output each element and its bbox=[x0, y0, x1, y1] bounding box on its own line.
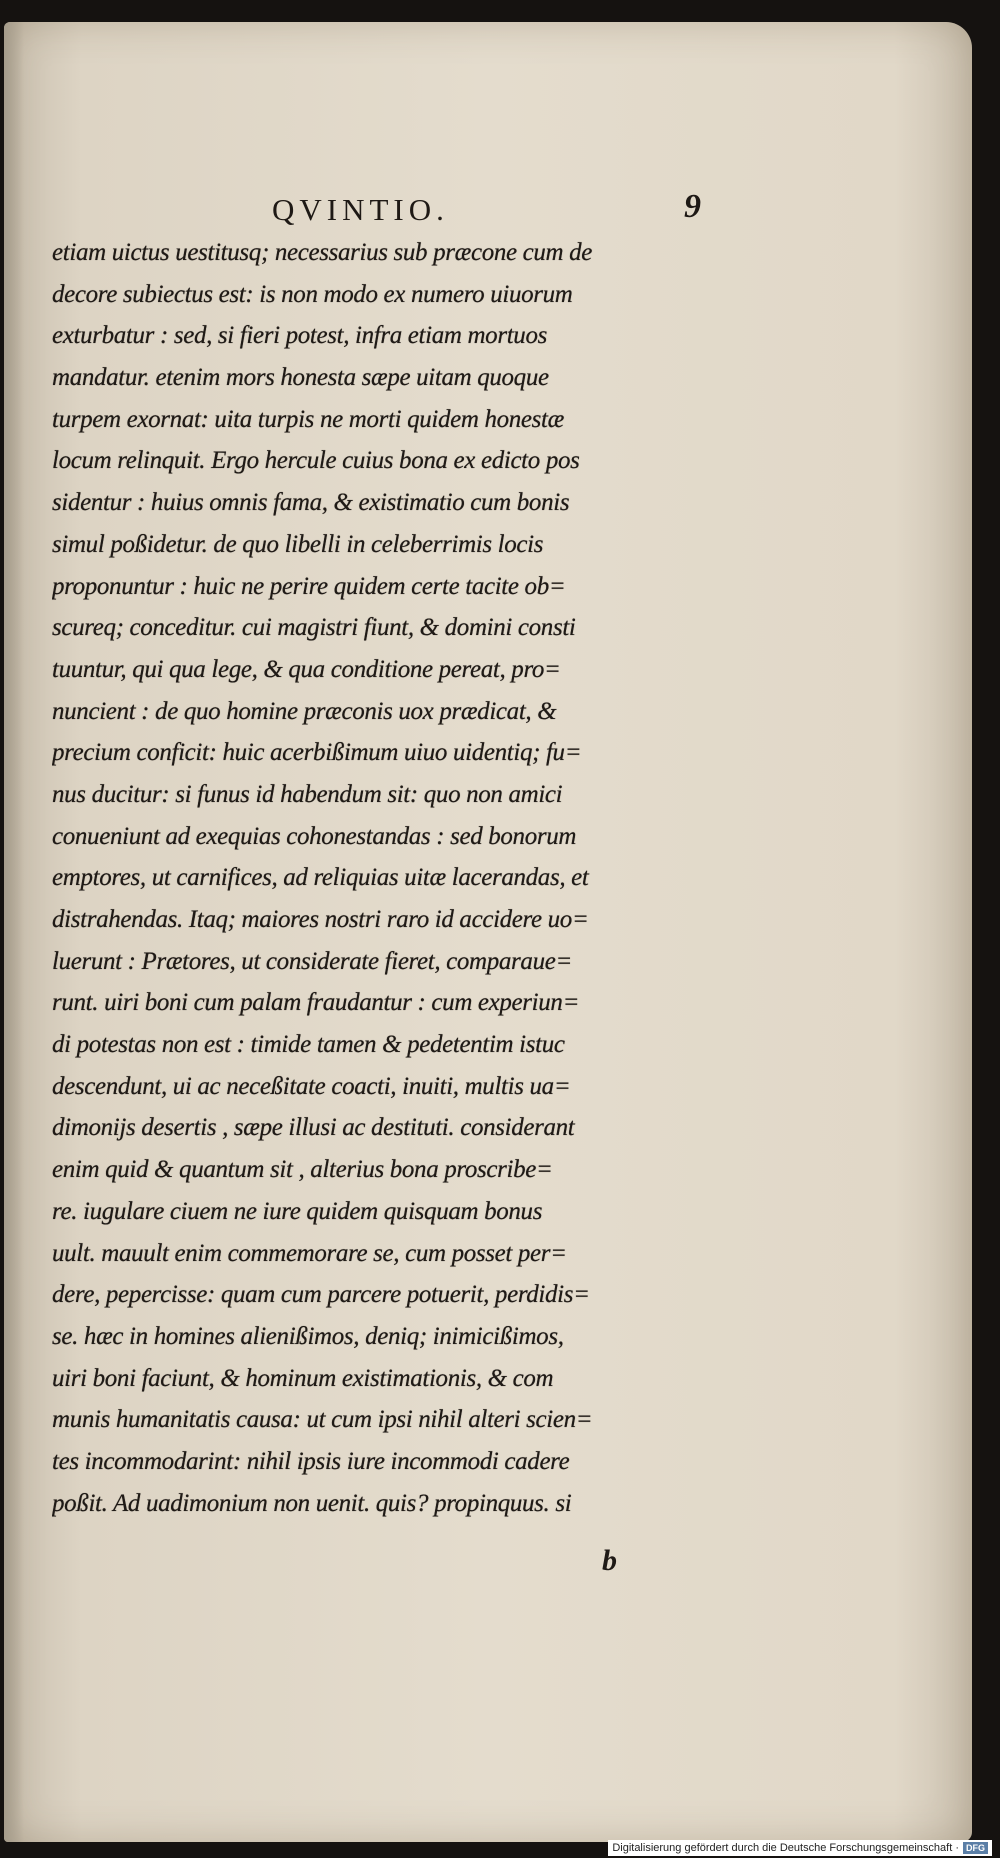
text-line: poßit. Ad uadimonium non uenit. quis? propinquus. si bbox=[52, 1489, 572, 1517]
text-line: distrahendas. Itaq; maiores nostri raro id accidere uo= bbox=[52, 906, 589, 933]
text-line: decore subiectus est: is non modo ex numero uiuorum bbox=[52, 280, 573, 308]
signature-mark: b bbox=[602, 1544, 617, 1577]
text-line: etiam uictus uestitusq; necessarius sub præcone cum de bbox=[52, 239, 593, 266]
book-page bbox=[4, 22, 972, 1842]
page-number: 9 bbox=[684, 188, 701, 225]
text-line: exturbatur : sed, si fieri potest, infra etiam mortuos bbox=[52, 322, 547, 350]
text-line: munis humanitatis causa: ut cum ipsi nihil alteri scien= bbox=[52, 1406, 593, 1434]
text-line: descendunt, ui ac neceßitate coacti, inuiti, multis ua= bbox=[52, 1072, 571, 1100]
text-line: luerunt : Prætores, ut considerate fieret, comparaue= bbox=[52, 947, 573, 975]
text-line: mandatur. etenim mors honesta sæpe uitam quoque bbox=[52, 364, 549, 392]
credit-text: Digitalisierung gefördert durch die Deutsche Forschungsgemeinschaft · bbox=[612, 1842, 959, 1854]
text-line: di potestas non est : timide tamen & pedetentim istuc bbox=[52, 1031, 565, 1059]
text-line: nuncient : de quo homine præconis uox prædicat, & bbox=[52, 697, 557, 725]
text-line: turpem exornat: uita turpis ne morti quidem honestæ bbox=[52, 405, 564, 433]
text-line: scureq; conceditur. cui magistri fiunt, & domini consti bbox=[52, 614, 576, 642]
text-line: precium conficit: huic acerbißimum uiuo uidentiq; fu= bbox=[52, 739, 582, 767]
running-title: QVINTIO. bbox=[272, 192, 449, 227]
digitization-credit bbox=[608, 1840, 992, 1856]
running-head bbox=[52, 188, 772, 236]
text-line: re. iugulare ciuem ne iure quidem quisquam bonus bbox=[52, 1197, 543, 1225]
dfg-logo: DFG bbox=[963, 1842, 988, 1854]
text-block bbox=[52, 232, 742, 1524]
text-line: sidentur : huius omnis fama, & existimatio cum bonis bbox=[52, 489, 570, 517]
text-line: nus ducitur: si funus id habendum sit: quo non amici bbox=[52, 780, 563, 808]
text-line: dimonijs desertis , sæpe illusi ac destituti. considerant bbox=[52, 1114, 575, 1142]
text-line: conueniunt ad exequias cohonestandas : sed bonorum bbox=[52, 822, 577, 850]
text-line: runt. uiri boni cum palam fraudantur : cum experiun= bbox=[52, 989, 580, 1017]
text-line: locum relinquit. Ergo hercule cuius bona ex edicto pos bbox=[52, 447, 580, 475]
text-line: proponuntur : huic ne perire quidem certe tacite ob= bbox=[52, 572, 566, 600]
text-line: tes incommodarint: nihil ipsis iure incommodi cadere bbox=[52, 1447, 570, 1475]
text-line: se. hæc in homines alienißimos, deniq; inimicißimos, bbox=[52, 1322, 564, 1350]
text-line: dere, pepercisse: quam cum parcere potuerit, perdidis= bbox=[52, 1281, 590, 1309]
text-line: uiri boni faciunt, & hominum existimationis, & com bbox=[52, 1364, 554, 1392]
text-line: tuuntur, qui qua lege, & qua conditione pereat, pro= bbox=[52, 655, 561, 683]
page-gutter-shadow bbox=[4, 22, 24, 1842]
text-line: enim quid & quantum sit , alterius bona proscribe= bbox=[52, 1156, 553, 1184]
text-line: simul poßidetur. de quo libelli in celeberrimis locis bbox=[52, 530, 544, 558]
text-line: emptores, ut carnifices, ad reliquias uitæ lacerandas, et bbox=[52, 864, 589, 892]
text-line: uult. mauult enim commemorare se, cum posset per= bbox=[52, 1239, 567, 1267]
